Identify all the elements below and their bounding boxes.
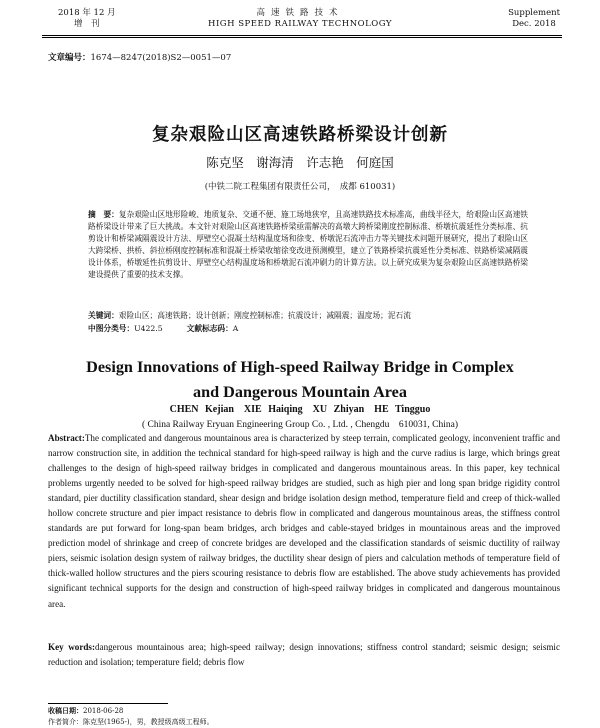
journal-name-en: HIGH SPEED RAILWAY TECHNOLOGY — [208, 19, 392, 29]
abstract-en-text: The complicated and dangerous mountainous area is characterized by steep terrain, complicated geology, inconvenient traffic and narrow construction site, in addition the technical standard for high-speed railway is high and the curve radius is large, which brings great challenges to the design of high-speed railway bridges in complicated and dangerous mountainous areas. In this paper, key technical problems urgently needed to be solved for high-speed railway bridges are studied, such as high pier and long span bridge rigidity control standard, pier ductility classification standard, shear design and bridge isolation design method, temperature field and creep of thick-walled hollow concrete structure and pier impact resistance to debris flow in complicated and dangerous mountainous areas, the stiffness control standards are put forward for long-span beam bridges, arch bridges and cable-stayed bridges in mountainous areas and the improved prediction model of shrinkage and creep of concrete bridges are developed and the classification standards of seismic ductility of railway piers, seismic isolation design system of railway bridges, the ductility shear design of piers and calculation methods of temperature field of thick-walled hollow structures and the piers scouring resistance to debris flow are established. The above study achievements has provided significant technical supports for the design and construction of high-speed railway bridges in complicated and dangerous mountainous area. — [48, 433, 560, 609]
journal-name-cn: 高速铁路技术 — [256, 8, 344, 18]
header-date-en: Dec. 2018 — [512, 19, 556, 29]
affiliation-en: ( China Railway Eryuan Engineering Group Co. , Ltd. , Chengdu 610031, China) — [141, 420, 459, 430]
author-bio: 作者简介：陈克坚(1965-)，男，教授级高级工程师。 — [48, 718, 214, 726]
keywords-cn-label: 关键词： — [88, 311, 119, 320]
received-value: 2018-06-28 — [83, 707, 124, 715]
clc-label: 中图分类号： — [88, 324, 135, 333]
keywords-en — [48, 640, 560, 670]
article-number-value: 1674—8247(2018)S2—0051—07 — [90, 53, 232, 63]
header-supplement-en: Supplement — [508, 8, 560, 18]
abstract-en-label: Abstract: — [48, 433, 85, 443]
classification-cn — [88, 323, 528, 335]
header-supplement-cn: 增 刊 — [74, 19, 100, 29]
doc-code-label: 文献标志码： — [186, 324, 233, 333]
keywords-cn-text: 艰险山区；高速铁路；设计创新；刚度控制标准；抗震设计；减隔震；温度场；泥石流 — [118, 311, 411, 320]
header-date-cn: 2018 年 12 月 — [58, 8, 116, 18]
header-rule-bottom — [42, 37, 562, 38]
footnote-rule — [48, 703, 168, 704]
clc-value: U422.5 — [134, 324, 163, 333]
keywords-en-text: dangerous mountainous area; high-speed railway; design innovations; stiffness control standard; seismic design; seismic reduction and isolation; temperature field; debris flow — [48, 642, 560, 667]
received-label: 收稿日期： — [48, 706, 83, 715]
header-issue-date-en — [508, 8, 560, 30]
authors-en: CHEN Kejian XIE Haiqing XU Zhiyan HE Tingguo — [169, 404, 431, 415]
affiliation-cn: (中铁二院工程集团有限责任公司， 成都 610031) — [204, 182, 396, 192]
title-en-line2: and Dangerous Mountain Area — [193, 382, 407, 401]
article-number — [48, 51, 231, 63]
received-date — [48, 705, 214, 717]
article-number-label: 文章编号： — [48, 53, 91, 63]
header-rule-top — [42, 35, 562, 36]
title-en-line1: Design Innovations of High-speed Railway Bridge in Complex — [86, 358, 514, 376]
title-cn: 复杂艰险山区高速铁路桥梁设计创新 — [152, 125, 448, 145]
keywords-en-label: Key words: — [48, 642, 95, 652]
abstract-en — [48, 431, 560, 612]
keywords-cn — [88, 310, 528, 322]
doc-code-value: A — [232, 324, 239, 333]
page-header — [0, 8, 600, 36]
abstract-cn — [88, 209, 528, 282]
abstract-cn-label: 摘 要： — [88, 210, 119, 219]
title-en — [0, 355, 600, 404]
abstract-cn-text: 复杂艰险山区地形险峻、地质复杂、交通不便、施工场地狭窄，且高速铁路技术标准高，曲线半径大，给艰险山区高速铁路桥梁设计带来了巨大挑战。本文针对艰险山区高速铁路桥梁亟需解决的高墩大跨桥梁刚度控制标准、桥墩抗震延性分类标准、抗剪设计和桥梁减隔震设计方法、厚壁空心混凝土结构温度场和徐变、桥墩泥石流冲击力等关键技术问题开展研究，提出了艰险山区大跨梁桥、拱桥、斜拉桥刚度控制标准和混凝土桥梁收缩徐变改进预测模型，建立了铁路桥梁抗震延性分类标准、铁路桥梁减隔震设计体系，桥墩延性抗剪设计、厚壁空心结构温度场和桥墩泥石流冲刷力的计算方法。以上研究成果为复杂艰险山区高速铁路桥梁建设提供了重要的技术支撑。 — [88, 210, 528, 280]
authors-cn: 陈克坚 谢海清 许志艳 何庭国 — [206, 155, 394, 170]
